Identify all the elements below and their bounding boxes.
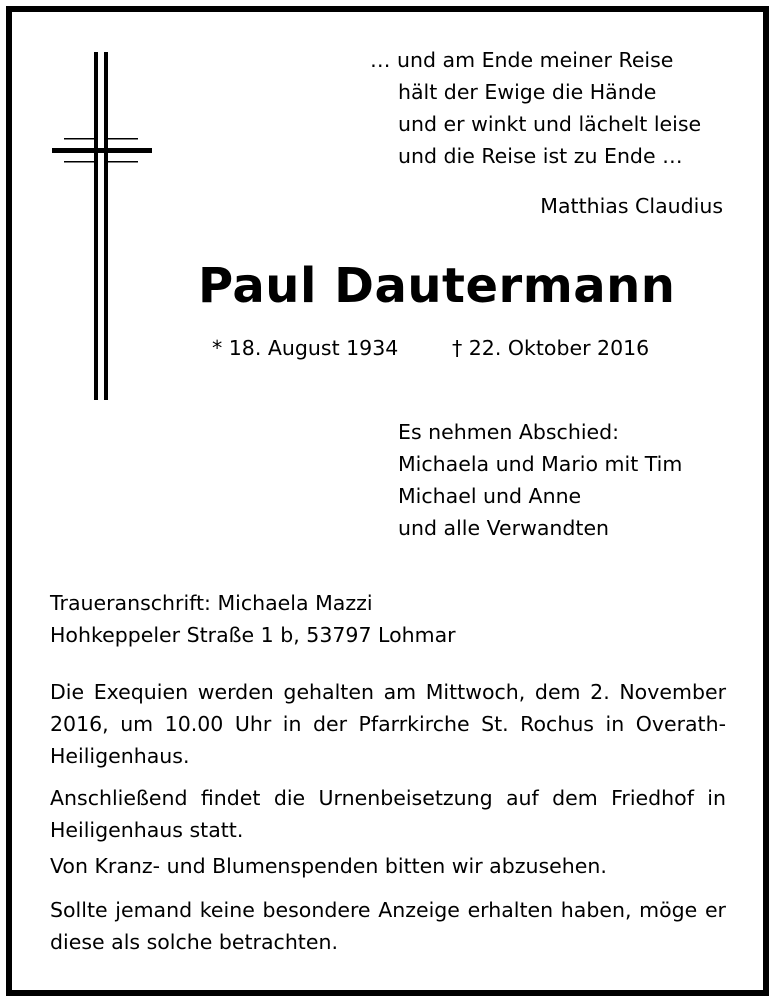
paragraph-exequien: Die Exequien werden gehalten am Mittwoch, dem 2. November 2016, um 10.00 Uhr in der Pfarrkirche St. Rochus in Overath-Heiligenhaus. bbox=[50, 680, 726, 768]
mourner-line-3: und alle Verwandten bbox=[398, 516, 610, 540]
paragraph-spenden: Von Kranz- und Blumenspenden bitten wir abzusehen. bbox=[50, 854, 607, 878]
birth-date: * 18. August 1934 bbox=[212, 336, 399, 360]
paragraph-anzeige: Sollte jemand keine besondere Anzeige erhalten haben, möge er diese als solche betrachten. bbox=[50, 898, 726, 954]
address-line-2: Hohkeppeler Straße 1 b, 53797 Lohmar bbox=[50, 623, 456, 647]
mourner-line-2: Michael und Anne bbox=[398, 484, 582, 508]
quote-line-1: … und am Ende meiner Reise bbox=[370, 48, 674, 72]
address-line-1: Traueranschrift: Michaela Mazzi bbox=[50, 591, 373, 615]
mourners-intro: Es nehmen Abschied: bbox=[398, 420, 620, 444]
cross-icon bbox=[52, 52, 152, 400]
paragraph-urnenbeisetzung: Anschließend findet die Urnenbeisetzung auf dem Friedhof in Heiligenhaus statt. bbox=[50, 786, 726, 842]
quote-line-3: und er winkt und lächelt leise bbox=[398, 112, 702, 136]
death-date: † 22. Oktober 2016 bbox=[452, 336, 650, 360]
mourner-line-1: Michaela und Mario mit Tim bbox=[398, 452, 683, 476]
quote-author: Matthias Claudius bbox=[540, 194, 723, 218]
quote-line-4: und die Reise ist zu Ende … bbox=[398, 144, 683, 168]
deceased-name: Paul Dautermann bbox=[198, 258, 676, 314]
quote-line-2: hält der Ewige die Hände bbox=[398, 80, 657, 104]
